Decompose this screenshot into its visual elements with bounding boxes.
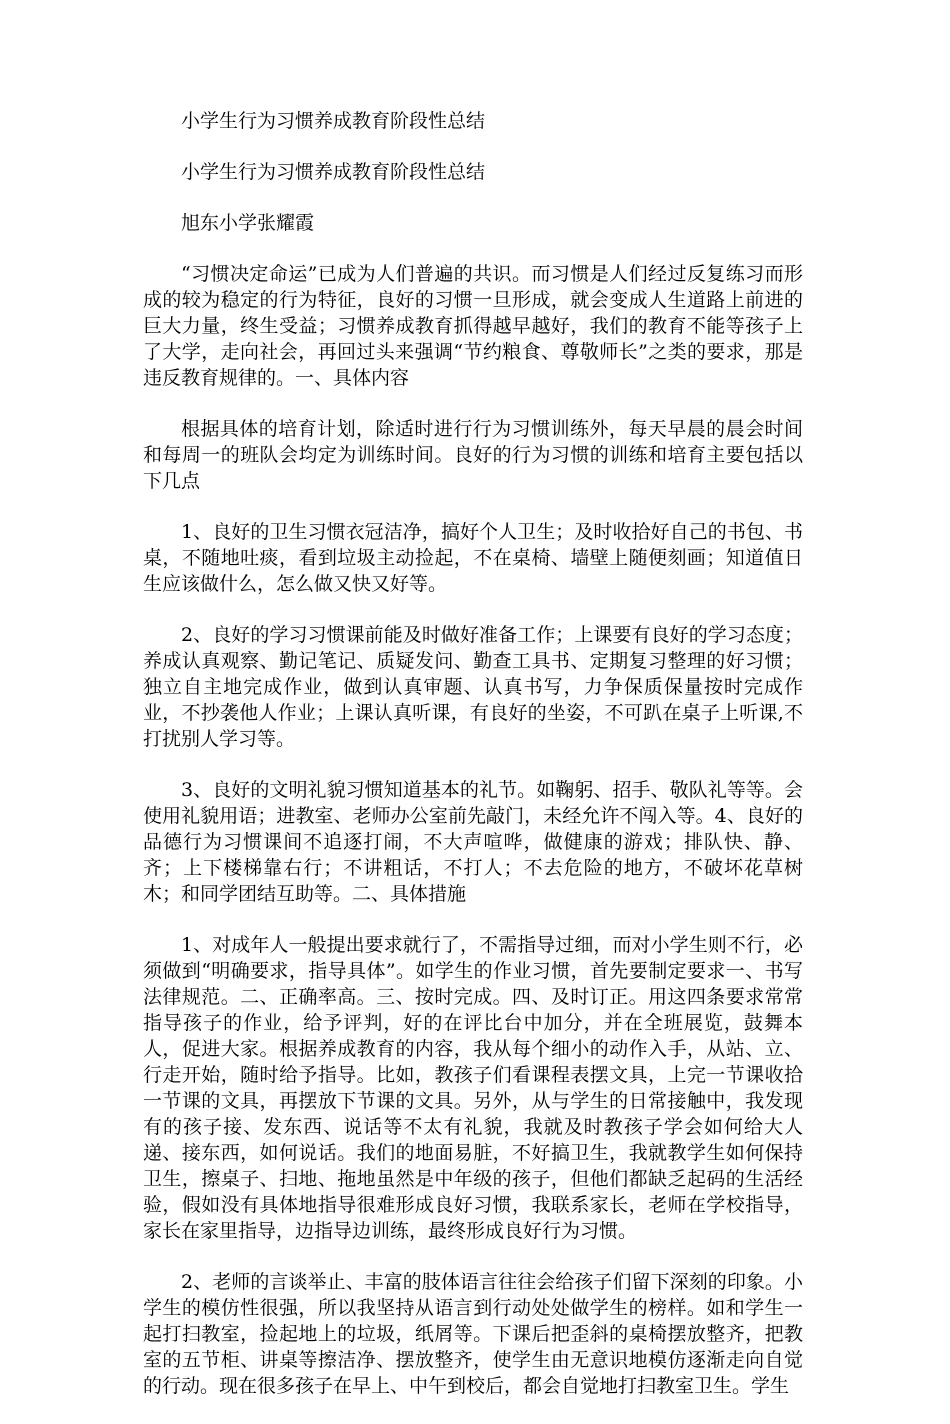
paragraph-courtesy-habits: 3、良好的文明礼貌习惯知道基本的礼节。如鞠躬、招手、敬队礼等等。会使用礼貌用语；进教室、老师办公室前先敲门，未经允许不闯入等。4、良好的品德行为习惯课间不追逐打闹，不大声喧哗，做健康的游戏；排队快、静、齐；上下楼梯靠右行；不讲粗话，不打人；不去危险的地方，不破坏花草树木；和同学团结互助等。二、具体措施 <box>143 779 803 905</box>
paragraph-training-plan: 根据具体的培育计划，除适时进行行为习惯训练外，每天早晨的晨会时间和每周一的班队会均定为训练时间。良好的行为习惯的训练和培育主要包括以下几点 <box>143 418 803 492</box>
paragraph-hygiene-habits: 1、良好的卫生习惯衣冠洁净，搞好个人卫生；及时收拾好自己的书包、书桌，不随地吐痰，看到垃圾主动捡起，不在桌椅、墙壁上随便刻画；知道值日生应该做什么，怎么做又快又好等。 <box>143 521 803 595</box>
document-author: 旭东小学张耀霞 <box>181 212 315 234</box>
paragraph-specific-guidance: 1、对成年人一般提出要求就行了，不需指导过细，而对小学生则不行，必须做到“明确要求，指导具体”。如学生的作业习惯，首先要制定要求一、书写法律规范。二、正确率高。三、按时完成。四、及时订正。用这四条要求常常指导孩子的作业，给予评判，好的在评比台中加分，并在全班展览，鼓舞本人，促进大家。根据养成教育的内容，我从每个细小的动作入手，从站、立、行走开始，随时给予指导。比如，教孩子们看课程表摆文具，上完一节课收拾一节课的文具，再摆放下节课的文具。另外，从与学生的日常接触中，我发现有的孩子接、发东西、说话等不太有礼貌，我就及时教孩子学会如何给大人递、接东西，如何说话。我们的地面易脏，不好搞卫生，我就教学生如何保持卫生，擦桌子、扫地、拖地虽然是中年级的孩子，但他们都缺乏起码的生活经验，假如没有具体地指导很难形成良好习惯，我联系家长，老师在学校指导，家长在家里指导，边指导边训练，最终形成良好行为习惯。 <box>143 934 803 1242</box>
paragraph-intro: “习惯决定命运”已成为人们普遍的共识。而习惯是人们经过反复练习而形成的较为稳定的行为特征，良好的习惯一旦形成，就会变成人生道路上前进的巨大力量，终生受益；习惯养成教育抓得越早越好，我们的教育不能等孩子上了大学，走向社会，再回过头来强调“节约粮食、尊敬师长”之类的要求，那是违反教育规律的。一、具体内容 <box>143 263 803 389</box>
document-title: 小学生行为习惯养成教育阶段性总结 <box>181 110 486 132</box>
paragraph-study-habits: 2、良好的学习习惯课前能及时做好准备工作；上课要有良好的学习态度；养成认真观察、勤记笔记、质疑发问、勤查工具书、定期复习整理的好习惯；独立自主地完成作业，做到认真审题、认真书写，力争保质保量按时完成作业，不抄袭他人作业；上课认真听课，有良好的坐姿，不可趴在桌子上听课,不打扰别人学习等。 <box>143 624 803 750</box>
paragraph-teacher-example: 2、老师的言谈举止、丰富的肢体语言往往会给孩子们留下深刻的印象。小学生的模仿性很强，所以我坚持从语言到行动处处做学生的榜样。如和学生一起打扫教室，捡起地上的垃圾，纸屑等。下课后把歪斜的桌椅摆放整齐，把教室的五节柜、讲桌等擦洁净、摆放整齐，使学生由无意识地模仿逐渐走向自觉的行动。现在很多孩子在早上、中午到校后，都会自觉地打扫教室卫生。学生 <box>143 1271 803 1397</box>
document-title-repeat: 小学生行为习惯养成教育阶段性总结 <box>181 161 486 183</box>
document-body <box>143 108 803 1424</box>
